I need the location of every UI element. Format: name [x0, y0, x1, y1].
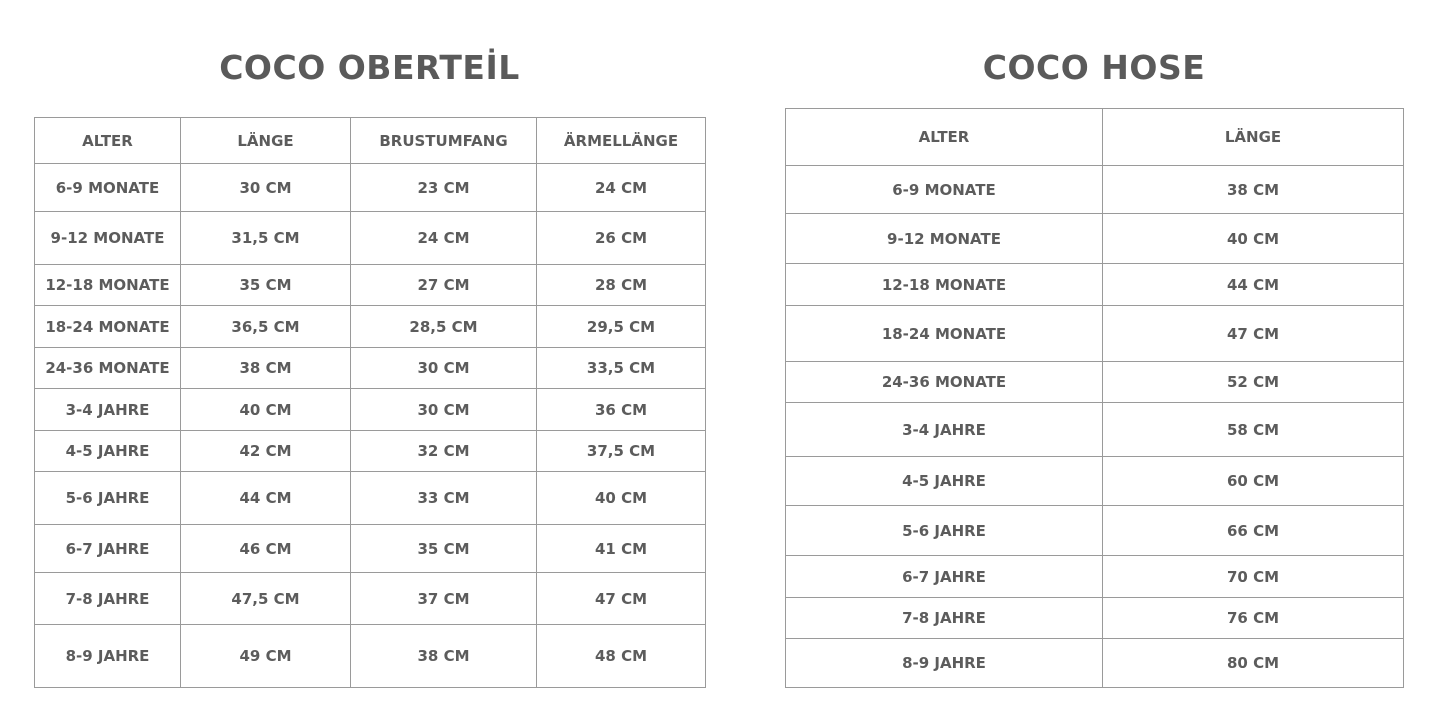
- table-row: [35, 472, 706, 525]
- measurement-cell: 28,5 CM: [351, 306, 537, 348]
- age-cell: 9-12 MONATE: [35, 212, 181, 265]
- measurement-cell: 33,5 CM: [537, 348, 706, 389]
- table-row: [786, 506, 1404, 556]
- age-cell: 4-5 JAHRE: [786, 457, 1103, 506]
- column-header: BRUSTUMFANG: [351, 118, 537, 164]
- age-cell: 9-12 MONATE: [786, 214, 1103, 264]
- pants-size-table: [785, 108, 1404, 688]
- column-header: ÄRMELLÄNGE: [537, 118, 706, 164]
- table-row: [35, 431, 706, 472]
- measurement-cell: 26 CM: [537, 212, 706, 265]
- table-row: [35, 525, 706, 573]
- table-row: [786, 403, 1404, 457]
- table-row: [786, 264, 1404, 306]
- measurement-cell: 24 CM: [351, 212, 537, 265]
- age-cell: 8-9 JAHRE: [35, 625, 181, 688]
- measurement-cell: 58 CM: [1103, 403, 1404, 457]
- measurement-cell: 47,5 CM: [181, 573, 351, 625]
- table-row: [35, 265, 706, 306]
- table-header-row: [786, 109, 1404, 166]
- measurement-cell: 30 CM: [181, 164, 351, 212]
- age-cell: 3-4 JAHRE: [35, 389, 181, 431]
- table-row: [786, 598, 1404, 639]
- top-size-table: [34, 117, 706, 688]
- table-row: [35, 164, 706, 212]
- column-header: ALTER: [786, 109, 1103, 166]
- age-cell: 7-8 JAHRE: [35, 573, 181, 625]
- table-row: [786, 457, 1404, 506]
- measurement-cell: 35 CM: [351, 525, 537, 573]
- column-header: LÄNGE: [1103, 109, 1404, 166]
- measurement-cell: 80 CM: [1103, 639, 1404, 688]
- table-header-row: [35, 118, 706, 164]
- measurement-cell: 46 CM: [181, 525, 351, 573]
- measurement-cell: 52 CM: [1103, 362, 1404, 403]
- measurement-cell: 42 CM: [181, 431, 351, 472]
- table-row: [35, 389, 706, 431]
- table-row: [786, 306, 1404, 362]
- measurement-cell: 38 CM: [181, 348, 351, 389]
- measurement-cell: 40 CM: [537, 472, 706, 525]
- measurement-cell: 30 CM: [351, 389, 537, 431]
- age-cell: 5-6 JAHRE: [35, 472, 181, 525]
- measurement-cell: 76 CM: [1103, 598, 1404, 639]
- age-cell: 3-4 JAHRE: [786, 403, 1103, 457]
- table-row: [786, 556, 1404, 598]
- table-row: [786, 214, 1404, 264]
- age-cell: 4-5 JAHRE: [35, 431, 181, 472]
- table-row: [786, 362, 1404, 403]
- measurement-cell: 24 CM: [537, 164, 706, 212]
- column-header: LÄNGE: [181, 118, 351, 164]
- pants-size-chart-title: COCO HOSE: [982, 48, 1206, 87]
- measurement-cell: 60 CM: [1103, 457, 1404, 506]
- age-cell: 5-6 JAHRE: [786, 506, 1103, 556]
- measurement-cell: 37 CM: [351, 573, 537, 625]
- table-row: [35, 306, 706, 348]
- column-header: ALTER: [35, 118, 181, 164]
- measurement-cell: 36,5 CM: [181, 306, 351, 348]
- age-cell: 6-7 JAHRE: [35, 525, 181, 573]
- age-cell: 6-9 MONATE: [35, 164, 181, 212]
- table-row: [786, 166, 1404, 214]
- measurement-cell: 47 CM: [1103, 306, 1404, 362]
- measurement-cell: 30 CM: [351, 348, 537, 389]
- measurement-cell: 35 CM: [181, 265, 351, 306]
- measurement-cell: 41 CM: [537, 525, 706, 573]
- measurement-cell: 47 CM: [537, 573, 706, 625]
- age-cell: 7-8 JAHRE: [786, 598, 1103, 639]
- measurement-cell: 38 CM: [1103, 166, 1404, 214]
- age-cell: 6-9 MONATE: [786, 166, 1103, 214]
- table-row: [35, 348, 706, 389]
- measurement-cell: 36 CM: [537, 389, 706, 431]
- top-size-chart-title: COCO OBERTEİL: [219, 48, 520, 87]
- measurement-cell: 40 CM: [1103, 214, 1404, 264]
- age-cell: 24-36 MONATE: [786, 362, 1103, 403]
- age-cell: 12-18 MONATE: [35, 265, 181, 306]
- measurement-cell: 44 CM: [1103, 264, 1404, 306]
- measurement-cell: 28 CM: [537, 265, 706, 306]
- measurement-cell: 31,5 CM: [181, 212, 351, 265]
- measurement-cell: 37,5 CM: [537, 431, 706, 472]
- table-row: [786, 639, 1404, 688]
- table-row: [35, 625, 706, 688]
- measurement-cell: 66 CM: [1103, 506, 1404, 556]
- measurement-cell: 48 CM: [537, 625, 706, 688]
- age-cell: 18-24 MONATE: [35, 306, 181, 348]
- measurement-cell: 40 CM: [181, 389, 351, 431]
- age-cell: 24-36 MONATE: [35, 348, 181, 389]
- age-cell: 12-18 MONATE: [786, 264, 1103, 306]
- measurement-cell: 32 CM: [351, 431, 537, 472]
- age-cell: 18-24 MONATE: [786, 306, 1103, 362]
- measurement-cell: 44 CM: [181, 472, 351, 525]
- measurement-cell: 27 CM: [351, 265, 537, 306]
- measurement-cell: 23 CM: [351, 164, 537, 212]
- measurement-cell: 29,5 CM: [537, 306, 706, 348]
- table-row: [35, 212, 706, 265]
- measurement-cell: 33 CM: [351, 472, 537, 525]
- table-row: [35, 573, 706, 625]
- measurement-cell: 49 CM: [181, 625, 351, 688]
- age-cell: 6-7 JAHRE: [786, 556, 1103, 598]
- measurement-cell: 70 CM: [1103, 556, 1404, 598]
- measurement-cell: 38 CM: [351, 625, 537, 688]
- age-cell: 8-9 JAHRE: [786, 639, 1103, 688]
